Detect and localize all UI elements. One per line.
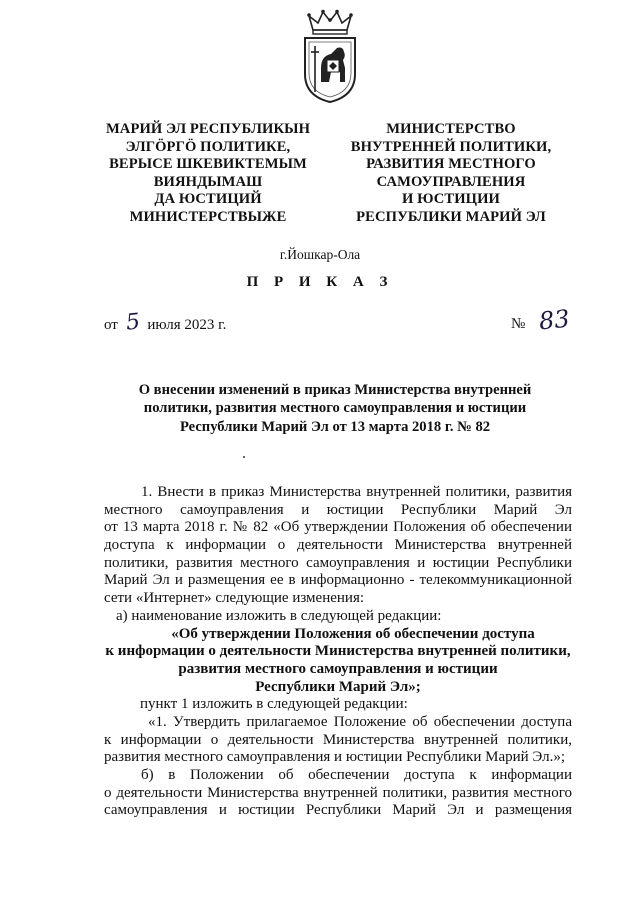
new-title-line: Республики Марий Эл»;	[255, 678, 421, 695]
paragraph-line: местного самоуправления и юстиции Республики Марий Эл	[104, 501, 572, 518]
mari-el-coat-of-arms-icon	[299, 8, 361, 104]
paragraph-line: от 13 марта 2018 г. № 82 «Об утверждении Положения об обеспечении	[104, 519, 572, 536]
paragraph-line: доступа к информации о деятельности Министерства внутренней	[104, 537, 572, 554]
ministry-name-russian: МИНИСТЕРСТВО ВНУТРЕННЕЙ ПОЛИТИКИ, РАЗВИТИЯ МЕСТНОГО САМОУПРАВЛЕНИЯ И ЮСТИЦИИ РЕСПУБЛИКИ МАРИЙ ЭЛ	[350, 121, 552, 225]
ministry-name-mari: МАРИЙ ЭЛ РЕСПУБЛИКЫН ЭЛГӦРГӦ ПОЛИТИКЕ, ВЕРЫСЕ ШКЕВИКТЕМЫМ ВИЯНДЫМАШ ДА ЮСТИЦИЙ МИНИСТЕРСТВЫЖЕ	[105, 121, 311, 225]
item-a: а) наименование изложить в следующей редакции:	[116, 607, 442, 624]
number-prefix: №	[511, 316, 526, 332]
point1-line: к информации о деятельности Министерства внутренней политики,	[104, 731, 572, 748]
date-prefix: от	[104, 317, 118, 333]
handwritten-day: 5	[124, 309, 141, 336]
scan-speck	[243, 456, 245, 458]
date-rest: июля 2023 г.	[147, 317, 227, 333]
order-date	[104, 310, 226, 335]
document-type-title: П Р И К А З	[246, 274, 394, 290]
new-title-line: развития местного самоуправления и юстиции	[178, 660, 498, 677]
order-body	[104, 484, 572, 820]
point1-line: развития местного самоуправления и юстиции Республики Марий Эл.»;	[104, 749, 566, 766]
order-number	[511, 306, 574, 334]
new-title-line: к информации о деятельности Министерства внутренней политики,	[105, 643, 571, 660]
order-heading: О внесении изменений в приказ Министерства внутренней политики, развития местного самоуправления и юстиции Республики Марий Эл от 13 марта 2018 г. № 82	[138, 382, 532, 435]
paragraph-line: сети «Интернет» следующие изменения:	[104, 590, 365, 607]
new-title-line: «Об утверждении Положения об обеспечении доступа	[171, 625, 535, 642]
item-b-line: о деятельности Министерства внутренней политики, развития местного	[104, 784, 572, 801]
handwritten-number: 83	[537, 304, 571, 336]
point1-intro: пункт 1 изложить в следующей редакции:	[140, 696, 408, 713]
paragraph-line: 1. Внести в приказ Министерства внутренней политики, развития	[141, 484, 572, 500]
paragraph-line: Марий Эл и размещения ее в информационно - телекоммуникационной	[104, 572, 572, 589]
item-b-line: б) в Положении об обеспечении доступа к информации	[141, 767, 572, 783]
point1-line: «1. Утвердить прилагаемое Положение об обеспечении доступа	[148, 713, 572, 730]
paragraph-line: политики, развития местного самоуправления и юстиции Республики	[104, 554, 572, 571]
item-b-line: самоуправления и юстиции Республики Марий Эл и размещения	[104, 802, 572, 819]
city: г.Йошкар-Ола	[279, 247, 361, 262]
